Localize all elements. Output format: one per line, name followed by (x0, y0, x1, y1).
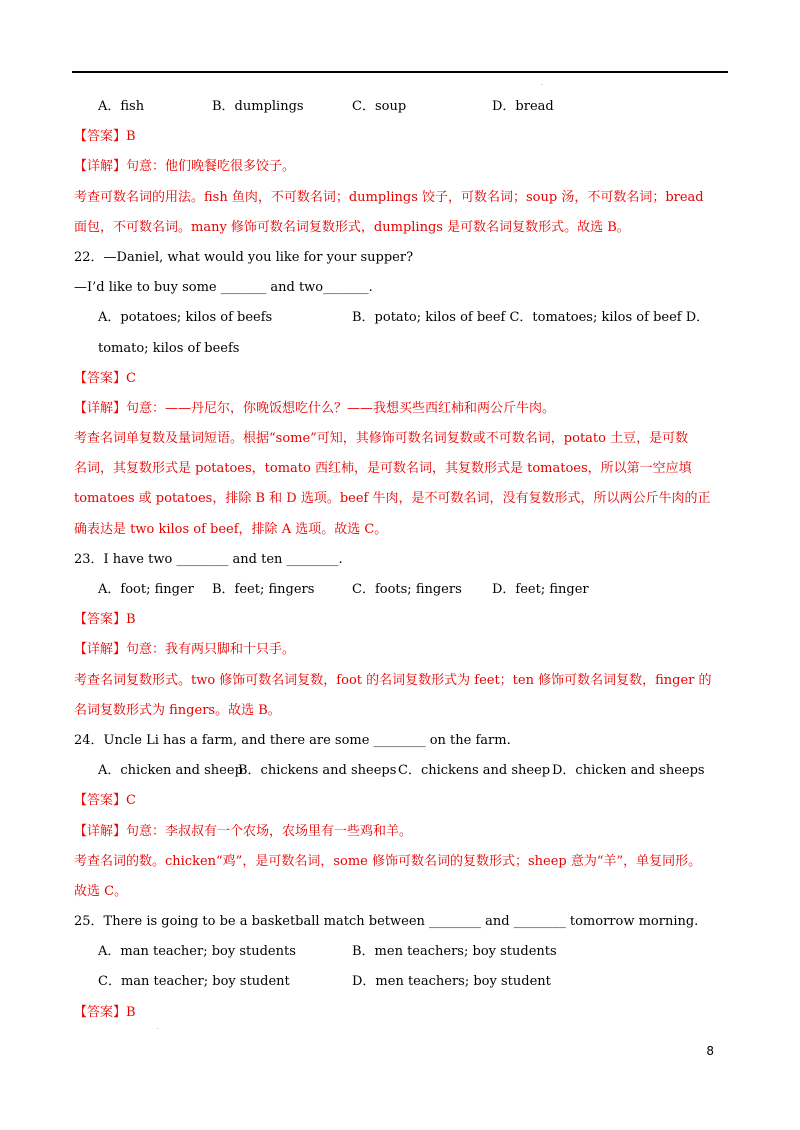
q23-option-c: C．foots; fingers (352, 582, 462, 597)
q24-explanation-2: 故选 C。 (74, 883, 128, 899)
q21-explanation-1: 考查可数名词的用法。fish 鱼肉，不可数名词；dumplings 饺子，可数名词；soup 汤，不可数名词；bread (74, 189, 704, 205)
q23-stem: 23．I have two ________ and ten ________. (74, 551, 343, 567)
q22-option-bcd: B．potato; kilos of beef C．tomatoes; kilos of beef D． (352, 310, 710, 326)
q23-explanation-2: 名词复数形式为 fingers。故选 B。 (74, 702, 281, 718)
q25-option-b: B．men teachers; boy students (352, 944, 557, 960)
page-content (74, 92, 734, 1028)
q24-options (74, 756, 734, 786)
q23-detail: 【详解】句意：我有两只脚和十只手。 (74, 642, 296, 658)
q22-explanation-1: 考查名词单复数及量词短语。根据“some”可知，其修饰可数名词复数或不可数名词，potato 土豆，是可数 (74, 431, 689, 447)
q24-option-b: B．chickens and sheeps (238, 763, 397, 779)
header-dot: · (541, 82, 543, 89)
q24-explanation-1: 考查名词的数。chicken“鸡”，是可数名词，some 修饰可数名词的复数形式；sheep 意为“羊”，单复同形。 (74, 853, 702, 869)
q22-detail: 【详解】句意：——丹尼尔，你晚饭想吃什么？——我想买些西红柿和两公斤牛肉。 (74, 400, 556, 416)
q22-explanation-2: 名词，其复数形式是 potatoes，tomato 西红柿，是可数名词，其复数形式是 tomatoes，所以第一空应填 (74, 461, 692, 477)
q25-options-row-1 (74, 937, 734, 967)
q25-options-row-2 (74, 967, 734, 997)
q21-option-c: C．soup (352, 99, 407, 114)
q22-explanation-4: 确表达是 two kilos of beef，排除 A 选项。故选 C。 (74, 521, 388, 537)
q22-explanation-3: tomatoes 或 potatoes，排除 B 和 D 选项。beef 牛肉，是不可数名词，没有复数形式，所以两公斤牛肉的正 (74, 491, 711, 507)
q21-option-d: D．bread (492, 99, 554, 114)
q24-detail: 【详解】句意：李叔叔有一个农场，农场里有一些鸡和羊。 (74, 823, 413, 839)
q25-option-d: D．men teachers; boy student (352, 974, 551, 990)
q22-options (74, 303, 734, 333)
q23-explanation-1: 考查名词复数形式。two 修饰可数名词复数，foot 的名词复数形式为 feet；ten 修饰可数名词复数，finger 的 (74, 672, 712, 688)
q24-answer: 【答案】C (74, 793, 136, 809)
q23-option-d: D．feet; finger (492, 582, 589, 597)
q25-answer: 【答案】B (74, 1004, 136, 1020)
q24-stem: 24．Uncle Li has a farm, and there are some ________ on the farm. (74, 732, 511, 748)
q22-option-a: A．potatoes; kilos of beefs (98, 310, 273, 326)
page-number: 8 (706, 1044, 714, 1058)
q22-stem-1: 22．—Daniel, what would you like for your supper? (74, 249, 414, 265)
q21-explanation-2: 面包，不可数名词。many 修饰可数名词复数形式，dumplings 是可数名词复数形式。故选 B。 (74, 219, 630, 235)
q21-option-b: B．dumplings (212, 99, 304, 114)
q22-stem-2: —I’d like to buy some _______ and two_______. (74, 280, 373, 296)
header-rule (72, 71, 728, 73)
q25-option-c: C．man teacher; boy student (98, 974, 290, 990)
footer-dot: · (157, 1026, 159, 1033)
q25-stem: 25．There is going to be a basketball match between ________ and ________ tomorrow morning. (74, 914, 699, 930)
q21-answer: 【答案】B (74, 129, 136, 145)
q23-option-a: A．foot; finger (98, 582, 194, 597)
q24-option-c: C．chickens and sheep (398, 763, 551, 779)
q22-answer: 【答案】C (74, 370, 136, 386)
q22-option-d-cont: tomato; kilos of beefs (98, 340, 240, 356)
q24-option-d: D．chicken and sheeps (552, 763, 705, 779)
q23-option-b: B．feet; fingers (212, 582, 315, 597)
q24-option-a: A．chicken and sheep (98, 763, 243, 779)
q21-option-a: A．fish (98, 99, 145, 114)
q21-options (74, 92, 734, 122)
q23-options (74, 575, 734, 605)
q23-answer: 【答案】B (74, 612, 136, 628)
q25-option-a: A．man teacher; boy students (98, 944, 296, 960)
q21-detail: 【详解】句意：他们晚餐吃很多饺子。 (74, 159, 296, 175)
